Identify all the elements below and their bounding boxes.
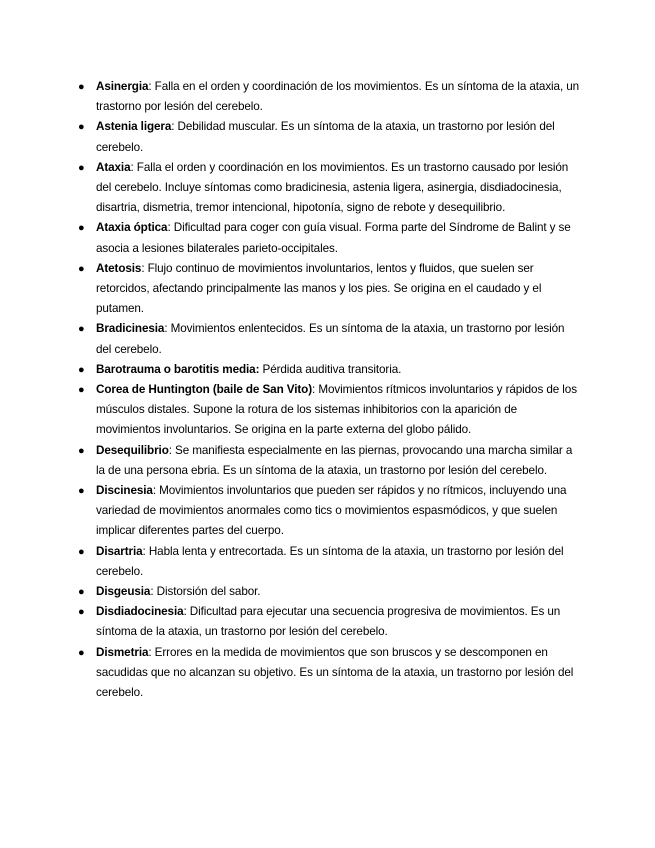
term-separator: : bbox=[183, 605, 190, 619]
bullet-icon: ● bbox=[78, 444, 85, 457]
glossary-definition: Debilidad muscular. Es un síntoma de la ataxia, un trastorno por lesión del cerebelo. bbox=[96, 120, 555, 154]
glossary-item bbox=[78, 117, 580, 157]
glossary-item bbox=[78, 643, 580, 704]
glossary-item bbox=[78, 380, 580, 441]
glossary-term: Ataxia óptica bbox=[96, 221, 168, 235]
glossary-definition: Movimientos rítmicos involuntarios y rápidos de los músculos distales. Supone la rotura de los sistemas inhibitorios con la aparición de movimientos involuntarios. Se origina en la parte externa del globo pálido. bbox=[96, 383, 577, 437]
glossary-term: Discinesia bbox=[96, 484, 153, 498]
glossary-term: Bradicinesia bbox=[96, 322, 165, 336]
glossary-term: Atetosis bbox=[96, 261, 142, 275]
glossary-term: Barotrauma o barotitis media: bbox=[96, 362, 260, 376]
glossary-term: Disartria bbox=[96, 544, 143, 558]
glossary-item bbox=[78, 542, 580, 582]
glossary-term: Astenia ligera bbox=[96, 120, 172, 134]
term-separator: : bbox=[148, 645, 155, 659]
glossary-definition: Se manifiesta especialmente en las piernas, provocando una marcha similar a la de una persona ebria. Es un síntoma de la ataxia, un trastorno por lesión del cerebelo. bbox=[96, 443, 573, 477]
bullet-icon: ● bbox=[78, 384, 85, 397]
term-separator: : bbox=[130, 160, 137, 174]
term-separator: : bbox=[152, 484, 160, 498]
glossary-item bbox=[78, 360, 580, 380]
glossary-definition: Falla el orden y coordinación en los movimientos. Es un trastorno causado por lesión del cerebelo. Incluye síntomas como bradicinesia, astenia ligera, asinergia, disdiadocinesia, disartria, dismetria, tremor intencional, hipotonía, signo de rebote y desequilibrio. bbox=[96, 160, 569, 215]
glossary-definition: Errores en la medida de movimientos que son bruscos y se descomponen en sacudidas que no alcanzan su objetivo. Es un síntoma de la ataxia, un trastorno por lesión del cerebelo. bbox=[96, 645, 574, 700]
glossary-term: Corea de Huntington (baile de San Vito) bbox=[96, 383, 313, 397]
glossary-term: Disgeusia bbox=[96, 585, 151, 599]
glossary-item bbox=[78, 602, 580, 642]
term-separator: : bbox=[168, 443, 176, 457]
glossary-item bbox=[78, 218, 580, 258]
term-separator: : bbox=[148, 80, 155, 93]
term-separator: : bbox=[164, 322, 171, 336]
bullet-icon: ● bbox=[78, 161, 85, 174]
term-separator: : bbox=[142, 544, 149, 558]
bullet-icon: ● bbox=[78, 646, 85, 659]
bullet-icon: ● bbox=[78, 545, 85, 558]
bullet-icon: ● bbox=[78, 323, 85, 336]
bullet-icon: ● bbox=[78, 121, 85, 134]
glossary-term: Ataxia bbox=[96, 160, 131, 174]
glossary-item bbox=[78, 481, 580, 542]
term-separator: : bbox=[312, 383, 319, 397]
glossary-definition: Dificultad para ejecutar una secuencia progresiva de movimientos. Es un síntoma de la ataxia, un trastorno por lesión del cerebelo. bbox=[96, 605, 561, 639]
glossary-definition: Falla en el orden y coordinación de los movimientos. Es un síntoma de la ataxia, un trastorno por lesión del cerebelo. bbox=[96, 80, 580, 114]
glossary-term: Dismetria bbox=[96, 645, 149, 659]
bullet-icon: ● bbox=[78, 222, 85, 235]
glossary-term: Desequilibrio bbox=[96, 443, 169, 457]
bullet-icon: ● bbox=[78, 363, 85, 376]
bullet-icon: ● bbox=[78, 586, 85, 599]
glossary-item bbox=[78, 441, 580, 481]
glossary-definition: Dificultad para coger con guía visual. Forma parte del Síndrome de Balint y se asocia a lesiones bilaterales parieto-occipitales. bbox=[96, 221, 571, 255]
term-separator: : bbox=[171, 120, 178, 134]
glossary-definition: Distorsión del sabor. bbox=[156, 585, 261, 599]
glossary-item bbox=[78, 158, 580, 219]
bullet-icon: ● bbox=[78, 262, 85, 275]
glossary-item bbox=[78, 319, 580, 359]
glossary-term: Asinergia bbox=[96, 80, 149, 93]
glossary-list bbox=[78, 77, 580, 703]
bullet-icon: ● bbox=[78, 485, 85, 498]
glossary-definition: Movimientos enlentecidos. Es un síntoma de la ataxia, un trastorno por lesión del cerebelo. bbox=[96, 322, 565, 356]
glossary-definition: Pérdida auditiva transitoria. bbox=[262, 362, 402, 376]
term-separator: : bbox=[141, 261, 148, 275]
bullet-icon: ● bbox=[78, 81, 85, 93]
bullet-icon: ● bbox=[78, 606, 85, 619]
term-separator: : bbox=[150, 585, 157, 599]
glossary-definition: Habla lenta y entrecortada. Es un síntoma de la ataxia, un trastorno por lesión del cerebelo. bbox=[96, 544, 564, 578]
glossary-definition: Movimientos involuntarios que pueden ser rápidos y no rítmicos, incluyendo una variedad de movimientos anormales como tics o movimientos espasmódicos, y que suelen implicar diferentes partes del cuerpo. bbox=[96, 484, 567, 538]
glossary-item bbox=[78, 259, 580, 320]
glossary-term: Disdiadocinesia bbox=[96, 605, 184, 619]
term-separator: : bbox=[167, 221, 174, 235]
glossary-item bbox=[78, 582, 580, 602]
glossary-item bbox=[78, 77, 580, 117]
glossary-definition: Flujo continuo de movimientos involuntarios, lentos y fluidos, que suelen ser retorcidos, afectando principalmente las manos y los pies. Se origina en el caudado y el putamen. bbox=[96, 261, 542, 316]
